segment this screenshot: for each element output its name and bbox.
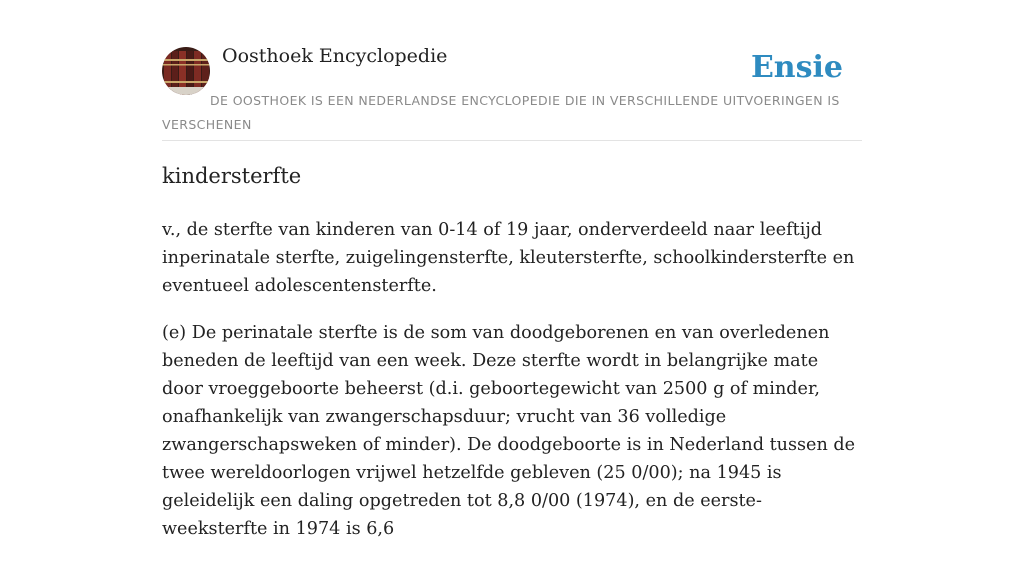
source-title[interactable]: Oosthoek Encyclopedie (222, 45, 448, 67)
article-paragraph: v., de sterfte van kinderen van 0-14 of 19 jaar, onderverdeeld naar leeftijd inperinatale sterfte, zuigelingensterfte, kleutersterfte, schoolkindersterfte en eventueel adolescentensterfte. (162, 220, 855, 296)
source-description: DE OOSTHOEK IS EEN NEDERLANDSE ENCYCLOPEDIE DIE IN VERSCHILLENDE UITVOERINGEN IS VERSCHENEN (162, 93, 840, 132)
book-spines-icon (162, 47, 210, 95)
article-title: kindersterfte (162, 164, 302, 188)
article-paragraph: (e) De perinatale sterfte is de som van doodgeborenen en van overledenen beneden de leeftijd van een week. Deze sterfte wordt in belangrijke mate door vroeggeboorte beheerst (d.i. geboortegewicht van 2500 g of minder, onafhankelijk van zwangerschapsduur; vrucht van 36 volledige zwangerschapsweken of minder). De doodgeboorte is in Nederland tussen de twee wereldoorlogen vrijwel hetzelfde gebleven (25 0/00); na 1945 is geleidelijk een daling opgetreden tot 8,8 0/00 (1974), en de eerste-weeksterfte in 1974 is 6,6 (162, 323, 856, 539)
page (162, 0, 862, 539)
article-body (162, 216, 862, 562)
source-header (162, 0, 862, 141)
ensie-logo[interactable]: Ensie (750, 50, 843, 85)
source-avatar[interactable] (162, 47, 210, 95)
